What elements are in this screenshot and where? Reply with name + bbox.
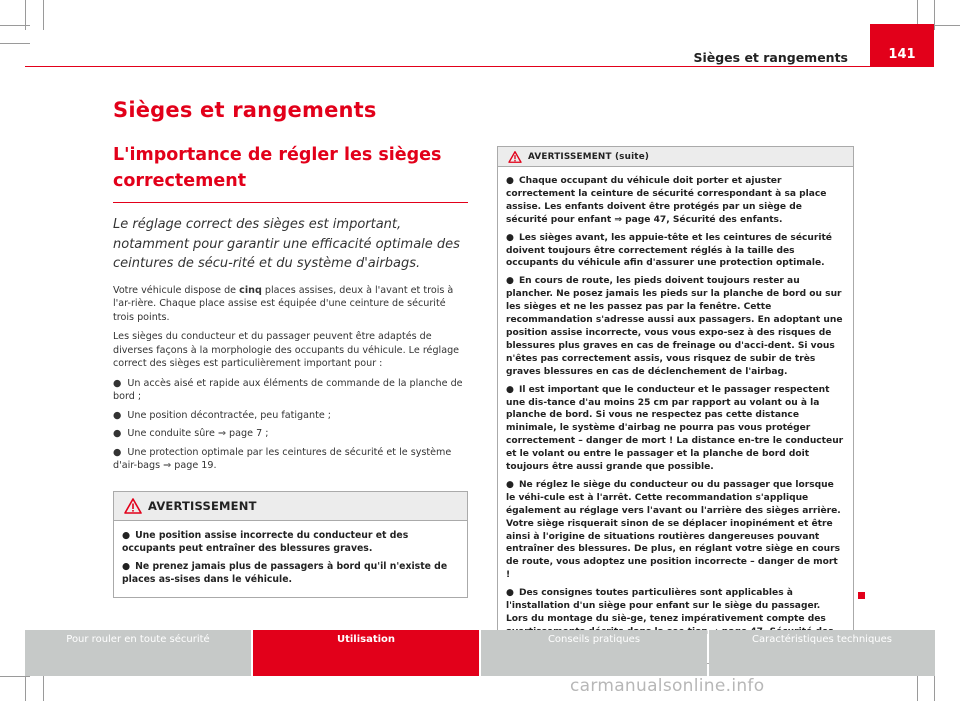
crop-mark — [43, 0, 44, 30]
running-header-title: Sièges et rangements — [693, 50, 848, 65]
warning-item-text: Ne prenez jamais plus de passagers à bord qu'il n'existe de places as-sises dans le véhicule. — [122, 560, 448, 586]
list-item-text: Un accès aisé et rapide aux éléments de commande de la planche de bord ; — [113, 377, 463, 402]
crop-mark — [0, 25, 30, 26]
warning-body — [114, 521, 467, 598]
warning-box — [113, 491, 468, 599]
paragraph: Les sièges du conducteur et du passager peuvent être adaptés de diverses façons à la morphologie des occupants du véhicule. Le réglage correct des sièges est particulièrement important pour : — [113, 331, 460, 369]
warning-body — [498, 167, 853, 663]
bullet-icon: ● — [506, 588, 514, 599]
warning-item-text: Une position assise incorrecte du conducteur et des occupants peut entraîner des blessures graves. — [122, 529, 409, 554]
warning-triangle-icon — [508, 151, 522, 163]
warning-item — [506, 232, 845, 271]
tab-conseils-pratiques[interactable]: Conseils pratiques — [481, 630, 707, 676]
bullet-icon: ● — [122, 560, 131, 572]
intro-text: Le réglage correct des sièges est important, notamment pour garantir une efficacité optimale des ceintures de sécu-rité et du système d'airbags. — [113, 217, 460, 271]
tab-pour-rouler-en-toute-securite[interactable]: Pour rouler en toute sécurité — [25, 630, 251, 676]
crop-mark — [930, 25, 960, 26]
warning-item-text: Des consignes toutes particulières sont applicables à l'installation d'un siège pour enfant sur le siège du passager. Lors du montage du siè-ge, tenez impérativement compte des — [506, 588, 826, 624]
header-rule — [25, 66, 870, 67]
bullet-icon: ● — [506, 384, 514, 395]
warning-triangle-icon — [124, 498, 142, 514]
warning-item — [506, 384, 845, 474]
tab-caracteristiques-techniques[interactable]: Caractéristiques techniques — [709, 630, 935, 676]
crop-mark — [0, 676, 30, 677]
warning-item-text: En cours de route, les pieds doivent toujours rester au plancher. Ne posez jamais les pieds sur la planche de bord ou sur les sièges et ne les passez pas par la fenêtre. Cette recommandation s'adresse aussi aux passagers. En adoptant une position assise incorrecte, vous vous expo-sez à des risques de blessures plus graves en cas de freinage ou d'acci-dent. Si vous n'êtes pas correctement assis, vous risquez de subir de très graves blessures en cas de déclenchement de l'airbag. — [506, 276, 843, 377]
warning-item-text: Ne réglez le siège du conducteur ou du passager que lorsque le véhi-cule est à l'arrêt. Cette recommandation s'applique également au réglage vers l'avant ou l'arrière des sièges arrière. Votre siège risquerait sinon de se déplacer inopinément et être ainsi à l'origine de situations routières dangereuses pouvant entraîner des blessures. De plus, en réglant votre siège en cours de route, vous adoptez une position incorrecte – danger de mort ! — [506, 479, 841, 581]
crop-mark — [934, 676, 935, 701]
bullet-icon: ● — [113, 377, 122, 389]
list-item — [113, 446, 468, 473]
text-span: Votre véhicule dispose de — [113, 284, 240, 296]
crop-mark — [0, 43, 30, 44]
warning-item — [506, 275, 845, 378]
page-number: 141 — [870, 24, 934, 66]
chapter-tabs — [25, 630, 935, 676]
bullet-icon: ● — [122, 529, 131, 541]
section-end-mark — [858, 592, 865, 599]
warning-item — [122, 529, 459, 555]
warning-continued-box — [497, 146, 854, 664]
bullet-icon: ● — [506, 276, 514, 287]
list-item-text: Une conduite sûre ⇒ page 7 ; — [127, 428, 269, 439]
bullet-icon: ● — [113, 428, 122, 439]
warning-header — [114, 492, 467, 521]
warning-title: AVERTISSEMENT — [148, 498, 257, 513]
left-column — [113, 142, 468, 598]
text-span: places assises, deux à l'avant et trois à l'ar-rière. Chaque place assise est équipée d'une ceinture de sécurité trois points. — [113, 284, 454, 323]
bullet-icon: ● — [113, 446, 122, 458]
warning-item-text: Les sièges avant, les appuie-tête et les ceintures de sécurité doivent toujours être correctement réglés à la taille des occupants du véhicule afin d'assurer une protection optimale. — [506, 232, 832, 269]
bold-text: cinq — [239, 284, 262, 296]
header-rule — [870, 66, 934, 67]
crop-mark — [43, 676, 44, 701]
bullet-icon: ● — [506, 232, 514, 243]
warning-item — [506, 175, 845, 227]
subsection-title: L'importance de régler les sièges correctement — [113, 142, 468, 203]
list-item — [113, 409, 468, 423]
list-item — [113, 377, 468, 404]
warning-item — [122, 560, 459, 586]
crop-mark — [917, 676, 918, 701]
list-item — [113, 427, 468, 441]
warning-item-text: Il est important que le conducteur et le passager respectent une dis-tance d'au moins 25 cm par rapport au volant ou à la planche de bord. Si vous ne respectez pas cette distance minimale, le système d'airbag ne pourra pas vous protéger correctement – danger de mort ! La distance en-tre le conducteur et le volant ou entre le passager et la planche de bord doit toujours être aussi grande que possible. — [506, 384, 844, 473]
warning-item-text: Chaque occupant du véhicule doit porter et ajuster correctement la ceinture de sécurité correspondant à sa place assise. Les enfants doivent être protégés par un siège de sécurité pour enfant ⇒ page 47, Sécurité des enfants. — [506, 176, 827, 225]
warning-title: AVERTISSEMENT (suite) — [528, 151, 650, 162]
bullet-icon: ● — [113, 409, 122, 421]
section-title: Sièges et rangements — [113, 98, 377, 122]
warning-item — [506, 479, 845, 582]
bullet-icon: ● — [506, 479, 514, 490]
list-item-text: Une protection optimale par les ceintures de sécurité et le système d'air-bags ⇒ page 19. — [113, 446, 452, 471]
warning-header — [498, 147, 853, 167]
bullet-list — [113, 377, 468, 473]
crop-mark — [25, 676, 26, 701]
paragraph — [113, 284, 468, 325]
list-item-text: Une position décontractée, peu fatigante ; — [127, 409, 332, 421]
tab-utilisation[interactable]: Utilisation — [253, 630, 479, 676]
watermark: carmanualsonline.info — [570, 676, 765, 696]
bullet-icon: ● — [506, 176, 514, 186]
